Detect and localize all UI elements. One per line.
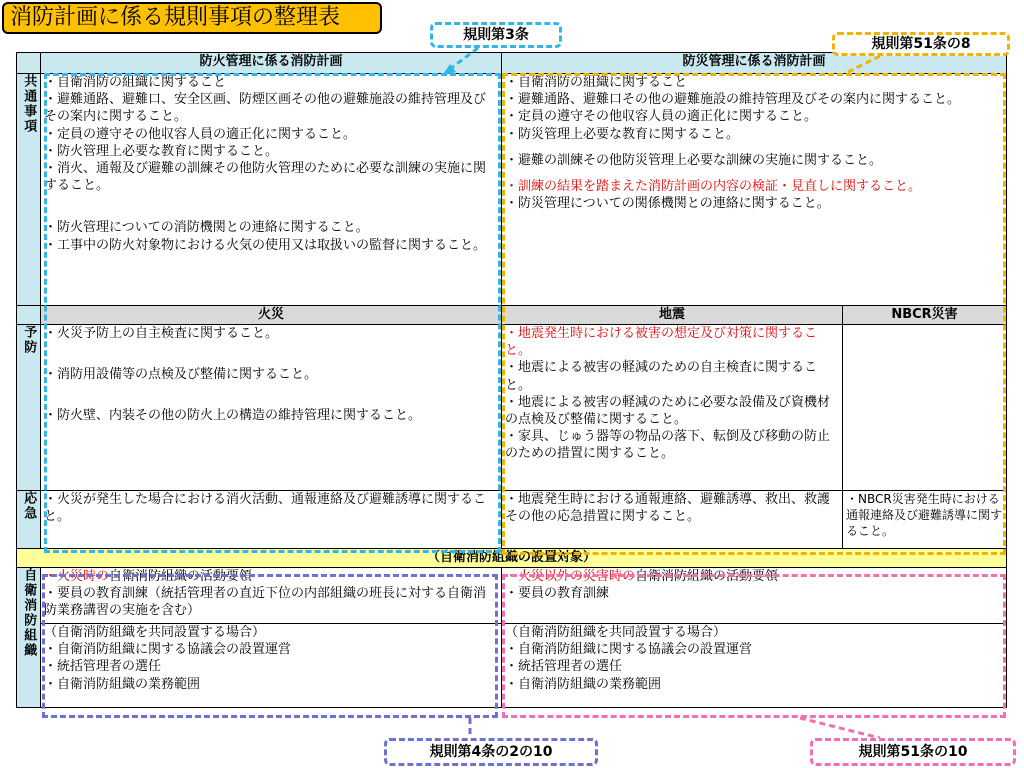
list-item: ・工事中の防火対象物における火気の使用又は取扱いの監督に関すること。 xyxy=(44,237,487,253)
list-item: ・家具、じゅう器等の物品の落下、転倒及び移動の防止のための措置に関すること。 xyxy=(505,429,831,462)
disaster-plan-header: 防災管理に係る消防計画 xyxy=(502,53,1007,74)
list-item: ・定員の遵守その他収容人員の適正化に関すること。 xyxy=(44,126,357,142)
list-item: ・避難通路、避難口、安全区画、防煙区画その他の避難施設の維持管理及びその案内に関すること。 xyxy=(44,92,487,125)
list-item: ・火災以外の災害時の自衛消防組織の活動要領 xyxy=(505,569,779,584)
emergency-nbcr-cell: ・NBCR災害発生時における通報連絡及び避難誘導に関すること。 xyxy=(843,491,1007,549)
common-fire-cell xyxy=(41,74,502,306)
callout-rule51-10: 規則第51条の10 xyxy=(810,738,1016,766)
selfdef-joint-fire-cell: （自衛消防組織を共同設置する場合） ・自衛消防組織に関する協議会の設置運営 ・統括管理者の選任 ・自衛消防組織の業務範囲 xyxy=(41,624,502,708)
list-item: ・防火壁、内装その他の防火上の構造の維持管理に関すること。 xyxy=(44,408,422,424)
list-item: ・避難の訓練その他防災管理上必要な訓練の実施に関すること。 xyxy=(505,152,883,168)
prevention-fire-cell xyxy=(41,325,502,491)
row-label-prevention: 予防 xyxy=(17,325,41,491)
prevention-nbcr-cell xyxy=(843,325,1007,491)
list-item: ・火災予防上の自主検査に関すること。 xyxy=(44,326,279,341)
selfdef-disaster-cell xyxy=(502,568,1007,624)
list-item: ・自衛消防の組織に関すること xyxy=(44,75,227,90)
emergency-earthquake-cell: ・地震発生時における通報連絡、避難誘導、救出、救護その他の応急措置に関すること。 xyxy=(502,491,843,549)
common-disaster-cell xyxy=(502,74,1007,306)
list-item: ・地震による被害の軽減のための自主検査に関すること。 xyxy=(505,360,818,393)
corner-cell xyxy=(17,53,41,74)
emergency-fire-cell: ・火災が発生した場合における消火活動、通報連絡及び避難誘導に関すること。 xyxy=(41,491,502,549)
fire-plan-header: 防火管理に係る消防計画 xyxy=(41,53,502,74)
list-item-highlight: ・地震発生時における被害の想定及び対策に関すること。 xyxy=(505,326,818,359)
subheader-nbcr: NBCR災害 xyxy=(843,306,1007,325)
callout-rule4-2-10: 規則第4条の2の10 xyxy=(384,738,598,766)
row-label-common: 共通事項 xyxy=(17,74,41,306)
page-title: 消防計画に係る規則事項の整理表 xyxy=(2,2,382,34)
subheader-fire: 火災 xyxy=(41,306,502,325)
list-item: ・地震による被害の軽減のために必要な設備及び資機材の点検及び整備に関すること。 xyxy=(505,394,831,428)
list-item: ・自衛消防の組織に関すること xyxy=(505,75,688,90)
regulation-table xyxy=(16,52,1007,708)
list-item: ・防災管理上必要な教育に関すること。 xyxy=(505,126,740,142)
selfdef-fire-cell xyxy=(41,568,502,624)
callout-rule3: 規則第3条 xyxy=(430,22,562,48)
list-item: ・消防用設備等の点検及び整備に関すること。 xyxy=(44,367,318,383)
row-label-self-defense: 自衛消防組織 xyxy=(17,568,41,708)
row-label-emergency: 応急 xyxy=(17,491,41,549)
selfdef-joint-disaster-cell: （自衛消防組織を共同設置する場合） ・自衛消防組織に関する協議会の設置運営 ・統括管理者の選任 ・自衛消防組織の業務範囲 xyxy=(502,624,1007,708)
list-item: ・要員の教育訓練（統括管理者の直近下位の内部組織の班長に対する自衛消防業務講習の実施を含む） xyxy=(44,586,487,619)
list-item: ・定員の遵守その他収容人員の適正化に関すること。 xyxy=(505,109,818,125)
list-item: ・防火管理についての消防機関との連絡に関すること。 xyxy=(44,220,369,236)
list-item: ・火災時の自衛消防組織の活動要領 xyxy=(44,569,253,584)
list-item-highlight: ・訓練の結果を踏まえた消防計画の内容の検証・見直しに関すること。 xyxy=(505,179,922,195)
list-item: ・防火管理上必要な教育に関すること。 xyxy=(44,143,279,159)
callout-rule51-8: 規則第51条の8 xyxy=(832,32,1010,56)
list-item: ・要員の教育訓練 xyxy=(505,586,610,602)
list-item: ・避難通路、避難口その他の避難施設の維持管理及びその案内に関すること。 xyxy=(505,92,961,108)
list-item: ・防災管理についての関係機関との連絡に関すること。 xyxy=(505,196,830,212)
list-item: ・消火、通報及び避難の訓練その他防火管理のために必要な訓練の実施に関すること。 xyxy=(44,161,487,194)
subheader-earthquake: 地震 xyxy=(502,306,843,325)
self-defense-target-band: （自衛消防組織の設置対象） xyxy=(17,549,1007,568)
prevention-earthquake-cell xyxy=(502,325,843,491)
